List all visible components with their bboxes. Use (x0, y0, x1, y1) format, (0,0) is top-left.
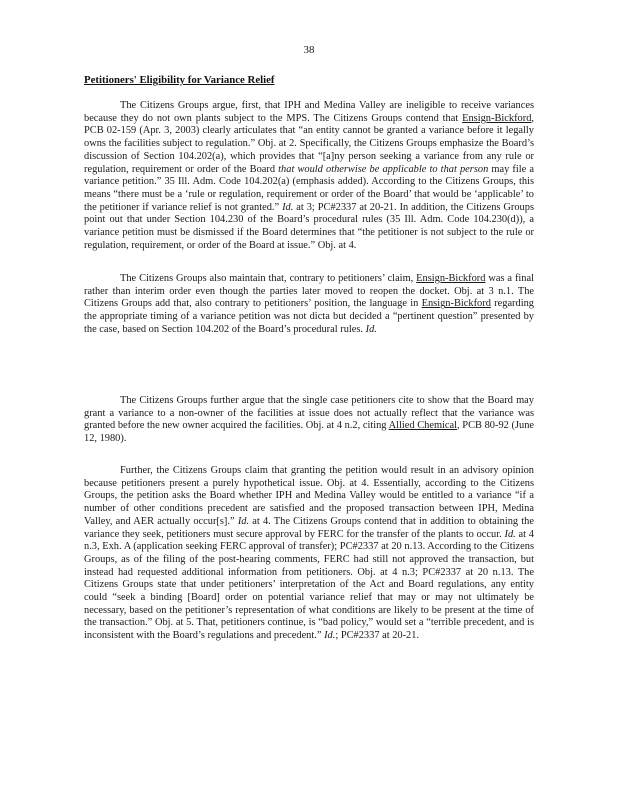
paragraph-3 (84, 395, 534, 446)
paragraph-1 (84, 100, 534, 252)
text: at 4 n.3, Exh. A (application seeking FERC approval of transfer); PC#2337 at 20 n.13. According to the Citizens Groups, as of the filing of the post-hearing comments, FERC had still not approved the transaction, but instead had requested additional information from petitioners. Obj. at 4 n.3; PC#2337 at 20 n.13. The Citizens Groups state that under petitioners’ interpretation of the Act and Board regulations, any entity could “seek a binding [Board] order on potential variance relief that may or may not ultimately be necessary, based on the petitioner’s representation of what conditions are likely to be present at the time of the transaction.” Obj. at 5. That, petitioners continue, is “bad policy,” would set a “terrible precedent, and is inconsistent with the Board’s regulations and precedent.” (84, 528, 534, 642)
page-number: 38 (303, 44, 315, 56)
paragraph-4 (84, 465, 534, 643)
paragraph-2 (84, 273, 534, 337)
id-citation: Id. (324, 630, 336, 642)
case-citation: Allied Chemical (388, 420, 458, 432)
text: at 3; PC#2337 at 20-21. In addition, the Citizens Groups point out that under Section 104.230 of the Board’s procedural rules (35 Ill. Adm. Code 104.230(d)), a variance petition must be dismissed if the Board determines that “the petitioner is not subject to the rule or regulation, requirement, or order of the Board at issue.” Obj. at 4. (84, 201, 534, 251)
id-citation: Id. (237, 515, 250, 527)
text: was a final rather than interim order even though the parties later moved to reopen the docket. Obj. at 3 n.1. The Citizens Groups add that, also contrary to petitioners’ position, the language in (84, 273, 534, 310)
section-heading: Petitioners' Eligibility for Variance Relief (84, 74, 275, 86)
text: , PCB 02-159 (Apr. 3, 2003) clearly articulates that “an entity cannot be granted a variance before it legally owns the facilities subject to regulation.” Obj. at 2. Specifically, the Citizens Groups emphasize the Board’s discussion of Section 104.202(a), which provides that “[a]ny person seeking a variance from any rule or regulation, requirement or order of the Board (84, 112, 534, 175)
id-citation: Id. (282, 201, 294, 213)
case-citation: Ensign-Bickford (462, 112, 532, 124)
text: The Citizens Groups also maintain that, contrary to petitioners’ claim, (120, 273, 417, 284)
case-citation: Ensign-Bickford (421, 298, 491, 310)
id-citation: Id. (365, 323, 377, 335)
text: , PCB 80-92 (June 12, 1980). (84, 420, 535, 445)
text: The Citizens Groups argue, first, that IPH and Medina Valley are ineligible to receive variances because they do not own plants subject to the MPS. The Citizens Groups contend that (84, 100, 534, 124)
text: The Citizens Groups further argue that the single case petitioners cite to show that the Board may grant a variance to a non-owner of the facilities at issue does not actually reflect that the variance was granted before the new owner acquired the facilities. Obj. at 4 n.2, citing (84, 395, 534, 432)
text: may file a variance petition.” 35 Ill. Adm. Code 104.202(a) (emphasis added). According to the Citizens Groups, this means “there must be a ‘rule or regulation, requirement or order of the Board’ that would be ‘applicable’ to the petitioner if variance relief is not granted.” (84, 163, 535, 213)
id-citation: Id. (504, 528, 516, 540)
text: ; PC#2337 at 20-21. (335, 630, 420, 642)
emphasized-text: that would otherwise be applicable to that person (278, 163, 489, 175)
text: at 4. The Citizens Groups contend that in addition to obtaining the variance they seek, petitioners must secure approval by FERC for the transfer of the plants to occur. (84, 515, 534, 540)
text: Further, the Citizens Groups claim that granting the petition would result in an advisory opinion because petitioners present a purely hypothetical issue. Obj. at 4. Essentially, according to the Citizens Groups, the petition asks the Board whether IPH and Medina Valley would be entitled to a variance “if a number of other conditions precedent are satisfied and the proposed transaction between IPH, Medina Valley, and AER actually occur[s].” (84, 465, 534, 527)
text: regarding the appropriate timing of a variance petition was not dicta but decided a “pertinent question” presented by the case, based on Section 104.202 of the Board’s procedural rules. (84, 298, 534, 335)
case-citation: Ensign-Bickford (416, 273, 486, 284)
